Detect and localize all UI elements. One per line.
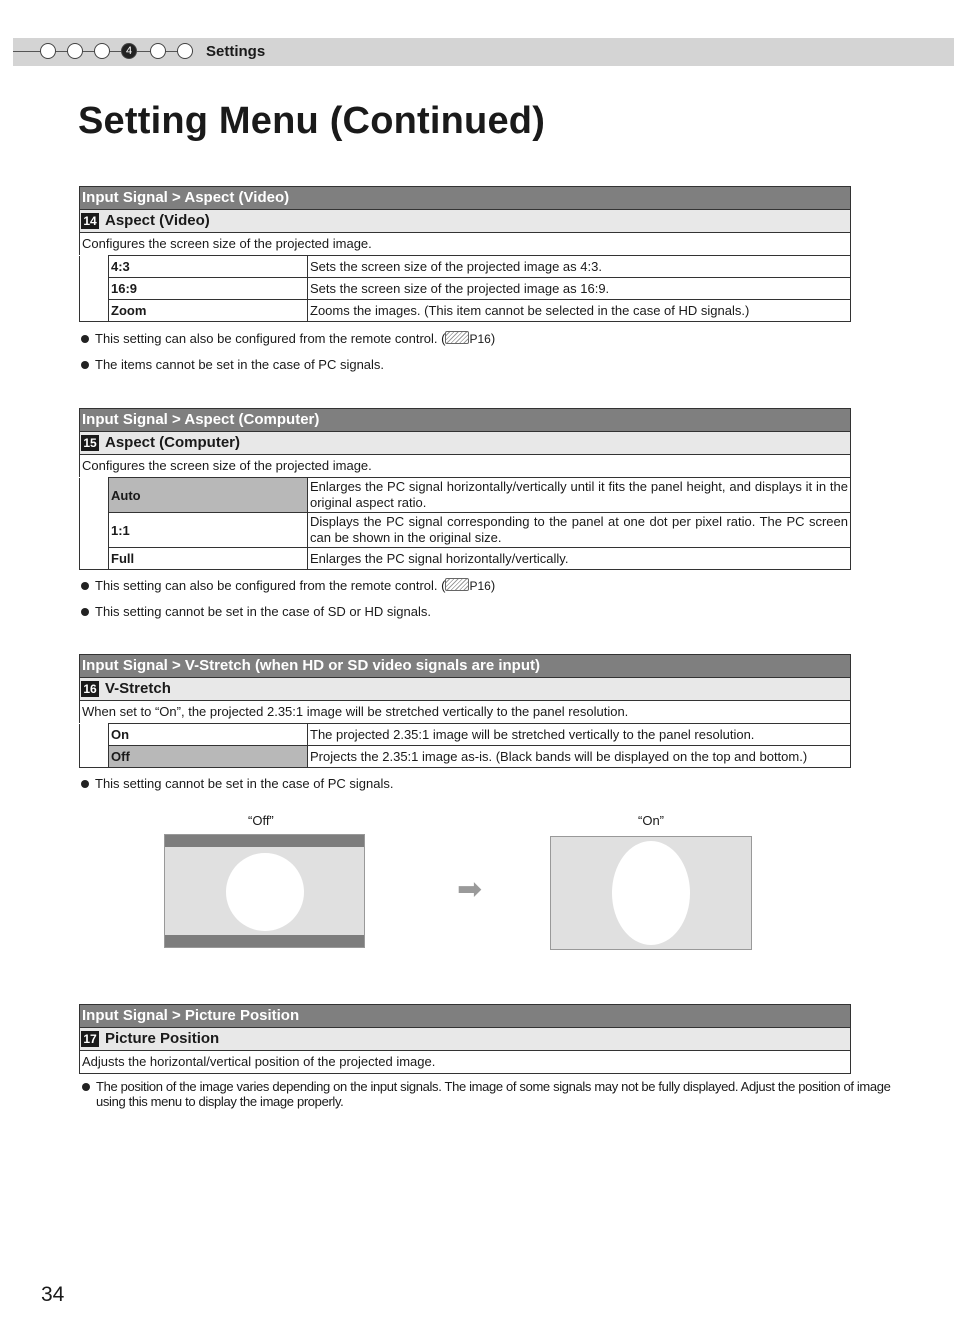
block-path-header: Input Signal > Picture Position — [79, 1004, 851, 1027]
right-arrow-icon: ➡ — [457, 873, 483, 906]
option-label: 16:9 — [109, 278, 308, 300]
item-header — [79, 677, 851, 700]
item-description: Adjusts the horizontal/vertical position of the projected image. — [79, 1050, 851, 1074]
block-path-header: Input Signal > Aspect (Video) — [79, 186, 851, 209]
page-number: 34 — [41, 1283, 65, 1306]
screen-illustration-on — [550, 836, 752, 950]
note-item — [80, 604, 495, 630]
page-reference: P16 — [469, 332, 491, 346]
bullet-icon — [81, 335, 89, 343]
item-name: V-Stretch — [105, 680, 171, 697]
setting-block-aspect-video — [79, 186, 851, 322]
indent-cell — [80, 478, 109, 570]
bullet-icon — [81, 780, 89, 788]
stretched-ellipse-image — [612, 841, 690, 945]
note-text: This setting cannot be set in the case of SD or HD signals. — [95, 604, 432, 619]
item-description: Configures the screen size of the projected image. — [79, 232, 851, 255]
section-label: Settings — [206, 43, 266, 60]
item-number-badge: 17 — [81, 1031, 99, 1047]
option-label: Full — [109, 548, 308, 570]
circle-image — [226, 853, 304, 931]
option-text: Zooms the images. (This item cannot be selected in the case of HD signals.) — [308, 300, 851, 322]
item-description: When set to “On”, the projected 2.35:1 image will be stretched vertically to the panel resolution. — [79, 700, 851, 723]
option-row — [80, 478, 851, 513]
figure-caption-on: “On” — [638, 813, 664, 828]
setting-block-aspect-computer — [79, 408, 851, 570]
option-label: 1:1 — [109, 513, 308, 548]
note-item — [80, 776, 393, 802]
option-label-default: Off — [109, 746, 308, 768]
notes-list — [80, 776, 393, 802]
book-reference-icon — [445, 578, 469, 591]
item-name: Aspect (Video) — [105, 212, 210, 229]
option-label: Zoom — [109, 300, 308, 322]
chapter-step-5-circle — [150, 43, 166, 59]
notes-list — [80, 331, 495, 383]
option-label: 4:3 — [109, 256, 308, 278]
item-header — [79, 431, 851, 454]
indent-cell — [80, 256, 109, 322]
figure-caption-off: “Off” — [248, 813, 274, 828]
chapter-step-2-circle — [67, 43, 83, 59]
bullet-icon — [81, 361, 89, 369]
note-text: This setting can also be configured from the remote control. ( — [95, 331, 446, 346]
option-row — [80, 746, 851, 768]
option-row — [80, 724, 851, 746]
note-text: The items cannot be set in the case of PC signals. — [95, 357, 385, 372]
options-table — [79, 723, 851, 768]
chapter-step-1-circle — [40, 43, 56, 59]
page-reference: P16 — [469, 579, 491, 593]
bullet-icon — [82, 1083, 90, 1091]
option-text: The projected 2.35:1 image will be stretched vertically to the panel resolution. — [308, 724, 851, 746]
item-name: Aspect (Computer) — [105, 434, 241, 451]
block-path-header: Input Signal > Aspect (Computer) — [79, 408, 851, 431]
setting-block-v-stretch — [79, 654, 851, 768]
note-item — [80, 331, 495, 357]
note-item — [80, 357, 495, 383]
note-item — [80, 578, 495, 604]
indent-cell — [80, 724, 109, 768]
item-header — [79, 209, 851, 232]
item-number-badge: 15 — [81, 435, 99, 451]
option-text: Sets the screen size of the projected image as 16:9. — [308, 278, 851, 300]
note-text: The position of the image varies depending on the input signals. The image of some signals may not be fully displayed. Adjust the position of image using this menu to display the image properly. — [96, 1079, 891, 1109]
note-text: This setting cannot be set in the case of PC signals. — [95, 776, 394, 791]
item-header — [79, 1027, 851, 1050]
screen-illustration-off — [164, 834, 365, 948]
option-text: Enlarges the PC signal horizontally/vertically. — [308, 548, 851, 570]
bullet-icon — [81, 582, 89, 590]
option-text: Displays the PC signal corresponding to the panel at one dot per pixel ratio. The PC screen can be shown in the original size. — [308, 513, 851, 548]
note-text: This setting can also be configured from the remote control. ( — [95, 578, 446, 593]
option-row — [80, 548, 851, 570]
page-title: Setting Menu (Continued) — [78, 100, 546, 142]
note-close-paren: ) — [490, 331, 496, 346]
options-table — [79, 255, 851, 322]
black-band-top — [165, 835, 364, 847]
item-name: Picture Position — [105, 1030, 220, 1047]
option-text: Enlarges the PC signal horizontally/vertically until it fits the panel height, and displays it in the original aspect ratio. — [308, 478, 851, 513]
option-row — [80, 300, 851, 322]
option-text: Sets the screen size of the projected image as 4:3. — [308, 256, 851, 278]
item-number-badge: 14 — [81, 213, 99, 229]
chapter-step-6-circle — [177, 43, 193, 59]
note-close-paren: ) — [490, 578, 496, 593]
block-path-header: Input Signal > V-Stretch (when HD or SD video signals are input) — [79, 654, 851, 677]
setting-block-picture-position — [79, 1004, 851, 1074]
option-row — [80, 256, 851, 278]
notes-list — [80, 578, 495, 630]
item-number-badge: 16 — [81, 681, 99, 697]
note-item — [80, 1079, 896, 1109]
option-row — [80, 278, 851, 300]
black-band-bottom — [165, 935, 364, 947]
chapter-step-3-circle — [94, 43, 110, 59]
chapter-step-current-circle: 4 — [121, 43, 137, 59]
option-text: Projects the 2.35:1 image as-is. (Black bands will be displayed on the top and bottom.) — [308, 746, 851, 768]
bullet-icon — [81, 608, 89, 616]
item-description: Configures the screen size of the projected image. — [79, 454, 851, 477]
book-reference-icon — [445, 331, 469, 344]
options-table — [79, 477, 851, 570]
option-label: On — [109, 724, 308, 746]
option-row — [80, 513, 851, 548]
option-label-default: Auto — [109, 478, 308, 513]
